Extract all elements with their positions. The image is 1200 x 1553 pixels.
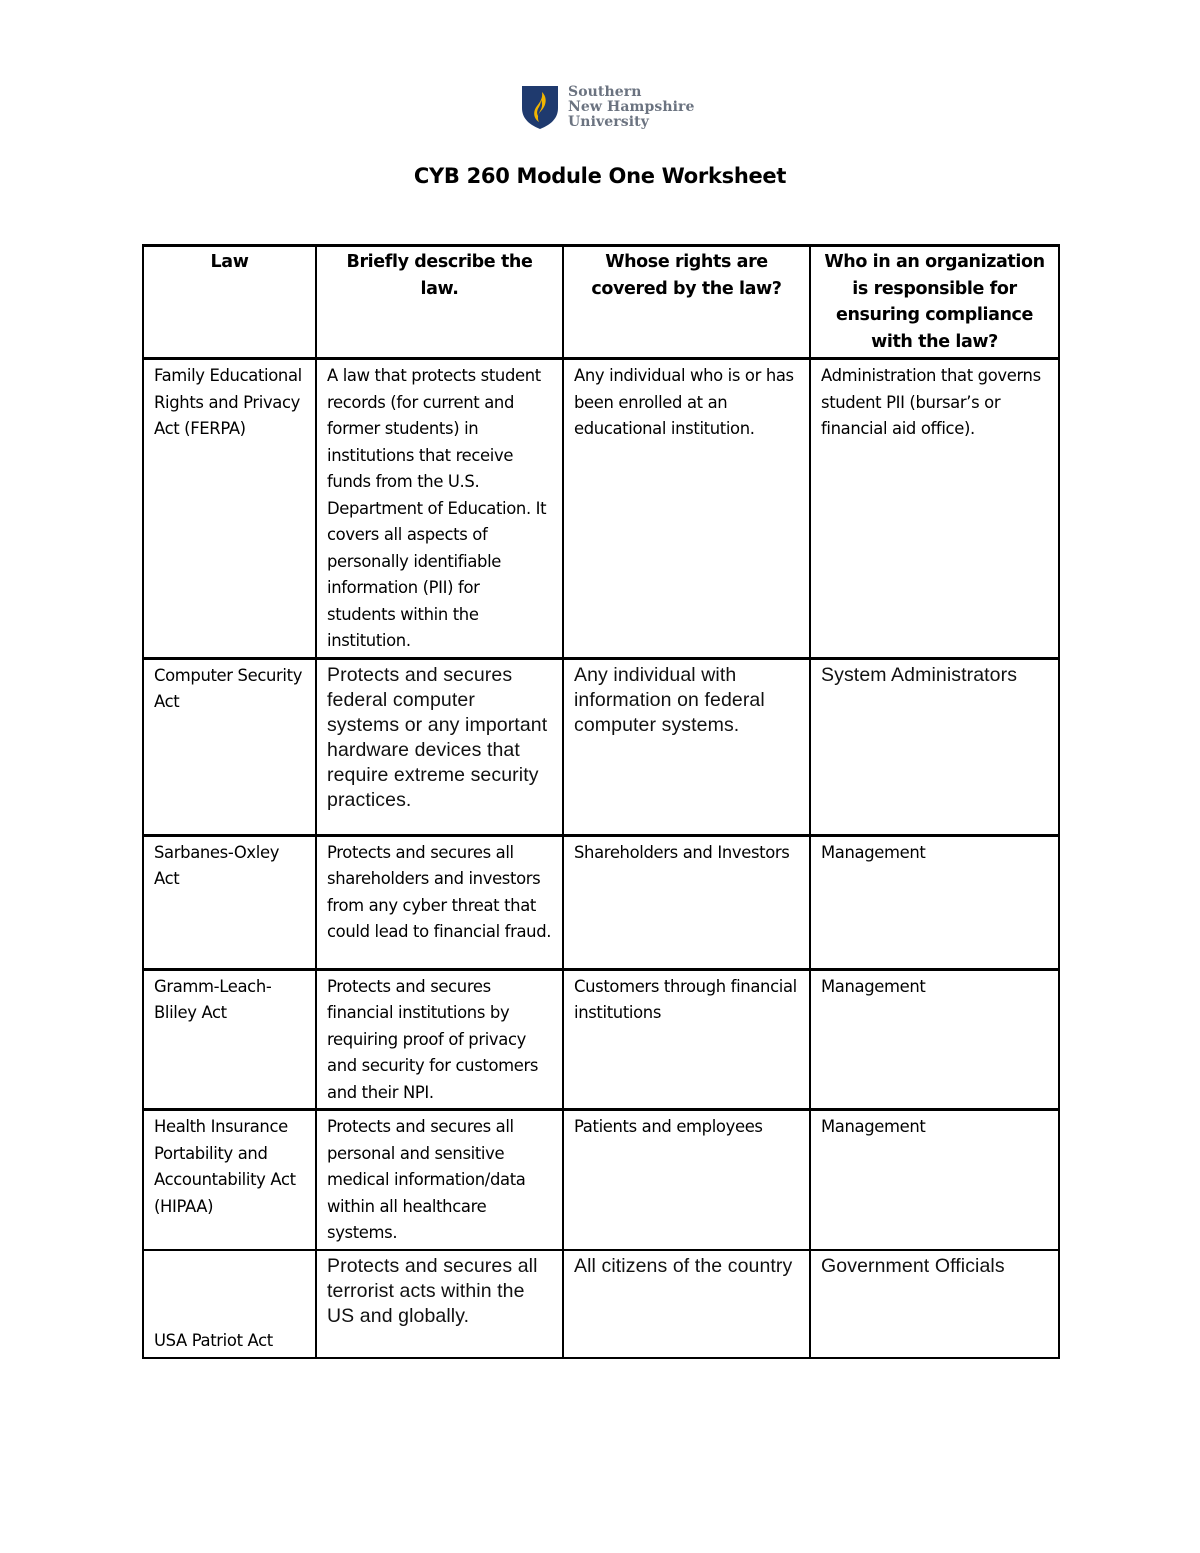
rights-covered-cell: All citizens of the country	[563, 1250, 810, 1358]
column-header-law: Law	[143, 246, 316, 359]
logo-line: New Hampshire	[568, 98, 695, 115]
law-name-cell: USA Patriot Act	[143, 1250, 316, 1358]
rights-covered-cell: Shareholders and Investors	[563, 835, 810, 969]
rights-covered-cell: Any individual with information on federal computer systems.	[563, 658, 810, 835]
table-row	[143, 359, 1059, 659]
responsible-party-cell: Management	[810, 1110, 1059, 1250]
law-name-cell: Computer Security Act	[143, 658, 316, 835]
table-row	[143, 1110, 1059, 1250]
column-header-responsible: Who in an organization is responsible for ensuring compliance with the law?	[810, 246, 1059, 359]
law-name-cell: Sarbanes-Oxley Act	[143, 835, 316, 969]
responsible-party-cell: Management	[810, 969, 1059, 1110]
responsible-party-cell: Administration that governs student PII (bursar’s or financial aid office).	[810, 359, 1059, 659]
shield-flame-icon	[520, 84, 560, 130]
law-description-cell: Protects and secures all terrorist acts within the US and globally.	[316, 1250, 563, 1358]
law-name-cell: Family Educational Rights and Privacy Act (FERPA)	[143, 359, 316, 659]
table-row	[143, 658, 1059, 835]
table-header-row	[143, 246, 1059, 359]
law-name-cell: Gramm-Leach-Bliley Act	[143, 969, 316, 1110]
logo-line: Southern	[568, 83, 642, 100]
law-description-cell: Protects and secures federal computer systems or any important hardware devices that require extreme security practices.	[316, 658, 563, 835]
page-title: CYB 260 Module One Worksheet	[413, 164, 787, 188]
law-description-cell: A law that protects student records (for current and former students) in institutions that receive funds from the U.S. Department of Education. It covers all aspects of personally identifiable information (PII) for students within the institution.	[316, 359, 563, 659]
law-description-cell: Protects and secures all personal and sensitive medical information/data within all healthcare systems.	[316, 1110, 563, 1250]
rights-covered-cell: Patients and employees	[563, 1110, 810, 1250]
law-description-cell: Protects and secures all shareholders and investors from any cyber threat that could lead to financial fraud.	[316, 835, 563, 969]
table-row	[143, 969, 1059, 1110]
column-header-description: Briefly describe the law.	[316, 246, 563, 359]
law-description-cell: Protects and secures financial institutions by requiring proof of privacy and security for customers and their NPI.	[316, 969, 563, 1110]
rights-covered-cell: Customers through financial institutions	[563, 969, 810, 1110]
rights-covered-cell: Any individual who is or has been enrolled at an educational institution.	[563, 359, 810, 659]
responsible-party-cell: Management	[810, 835, 1059, 969]
table-row	[143, 835, 1059, 969]
law-worksheet-table	[142, 244, 1060, 1359]
table-row	[143, 1250, 1059, 1358]
responsible-party-cell: Government Officials	[810, 1250, 1059, 1358]
logo-wordmark	[568, 85, 695, 130]
logo-line: University	[568, 113, 649, 130]
law-name-cell: Health Insurance Portability and Accountability Act (HIPAA)	[143, 1110, 316, 1250]
column-header-rights: Whose rights are covered by the law?	[563, 246, 810, 359]
university-logo	[520, 84, 695, 130]
responsible-party-cell: System Administrators	[810, 658, 1059, 835]
